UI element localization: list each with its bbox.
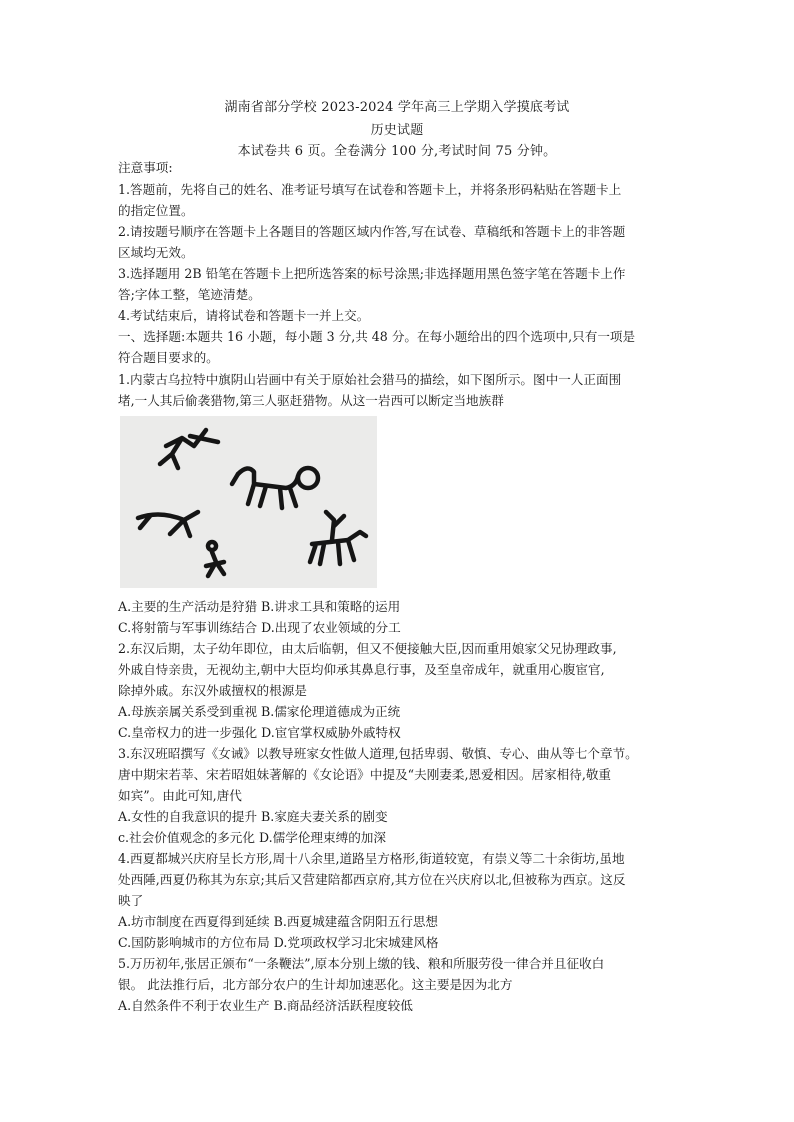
question-stem: 处西陲,西夏仍称其为东京;其后又营建陪都西京府,其方位在兴庆府以北,但被称为西京。这反 bbox=[118, 872, 626, 887]
section-heading: 一、选择题:本题共 16 小题，每小题 3 分,共 48 分。在每小题给出的四个选项中,只有一项是 bbox=[118, 329, 636, 344]
question-option: A.主要的生产活动是狩猎 B.讲求工具和策略的运用 bbox=[118, 599, 401, 614]
question-stem: 1.内蒙古乌拉特中旗阴山岩画中有关于原始社会猎马的描绘，如下图所示。图中一人正面围 bbox=[118, 372, 622, 387]
exam-title: 湖南省部分学校 2023-2024 学年高三上学期入学摸底考试 bbox=[224, 100, 570, 115]
question-stem: 4.西夏都城兴庆府呈长方形,周十八余里,道路呈方格形,街道较宽，有崇义等二十余街坊,虽地 bbox=[118, 851, 625, 866]
question-option: C.皇帝权力的进一步强化 D.宦官掌权威胁外戚特权 bbox=[118, 725, 401, 740]
notice-line: 2.请按题号顺序在答题卡上各题目的答题区域内作答,写在试卷、草稿纸和答题卡上的非答题 bbox=[118, 224, 626, 239]
notice-line: 3.选择题用 2B 铅笔在答题卡上把所选答案的标号涂黑;非选择题用黑色签字笔在答题卡上作 bbox=[118, 266, 626, 281]
notice-line: 的指定位置。 bbox=[118, 203, 194, 218]
question-stem: 如宾”。由此可知,唐代 bbox=[118, 788, 242, 803]
question-option: C.将射箭与军事训练结合 D.出现了农业领域的分工 bbox=[118, 620, 401, 635]
question-option: A.母族亲属关系受到重视 B.儒家伦理道德成为正统 bbox=[118, 704, 401, 719]
question-option: A.坊市制度在西夏得到延续 B.西夏城建蕴含阴阳五行思想 bbox=[118, 914, 439, 929]
subject-title: 历史试题 bbox=[370, 123, 424, 138]
question-option: c.社会价值观念的多元化 D.儒学伦理束缚的加深 bbox=[118, 830, 386, 845]
notice-line: 区域均无效。 bbox=[118, 245, 194, 260]
exam-info: 本试卷共 6 页。全卷满分 100 分,考试时间 75 分钟。 bbox=[237, 144, 557, 159]
question-stem: 银。 此法推行后，北方部分农户的生计却加速恶化。这主要是因为北方 bbox=[118, 977, 513, 992]
question-stem: 唐中期宋若莘、宋若昭姐妹著解的《女论语》中提及“夫刚妻柔,恩爱相因。居家相待,敬重 bbox=[118, 767, 612, 782]
rock-painting-drawing bbox=[120, 416, 377, 588]
question-option: A.自然条件不利于农业生产 B.商品经济活跃程度较低 bbox=[118, 998, 413, 1013]
question-stem: 3.东汉班昭撰写《女诫》以教导班家女性做人道理,包括卑弱、敬慎、专心、曲从等七个章节。 bbox=[118, 746, 638, 761]
question-option: C.国防影响城市的方位布局 D.党项政权学习北宋城建风格 bbox=[118, 935, 439, 950]
notice-heading: 注意事项: bbox=[118, 160, 173, 175]
question-stem: 外戚自恃亲贵，无视幼主,朝中大臣均仰承其鼻息行事，及至皇帝成年，就重用心腹宦官, bbox=[118, 662, 605, 677]
rock-painting-image bbox=[120, 416, 377, 588]
question-stem: 映了 bbox=[118, 893, 144, 908]
question-stem: 除掉外戚。东汉外戚擅权的根源是 bbox=[118, 683, 307, 698]
question-stem: 堵,一人其后偷袭猎物,第三人驱赶猎物。从这一岩西可以断定当地族群 bbox=[118, 393, 504, 408]
notice-line: 答;字体工整，笔迹清楚。 bbox=[118, 287, 261, 302]
question-stem: 5.万历初年,张居正颁布“一条鞭法”,原本分别上缴的钱、粮和所服劳役一律合并且征收白 bbox=[118, 956, 605, 971]
notice-line: 4.考试结束后，请将试卷和答题卡一并上交。 bbox=[118, 308, 370, 323]
notice-line: 1.答题前，先将自己的姓名、准考证号填写在试卷和答题卡上，并将条形码粘贴在答题卡上 bbox=[118, 182, 622, 197]
question-option: A.女性的自我意识的提升 B.家庭夫妻关系的剧变 bbox=[118, 809, 388, 824]
question-stem: 2.东汉后期，太子幼年即位，由太后临朝，但又不便接触大臣,因而重用娘家父兄协理政事, bbox=[118, 641, 617, 656]
section-heading: 符合题目要求的。 bbox=[118, 350, 219, 365]
